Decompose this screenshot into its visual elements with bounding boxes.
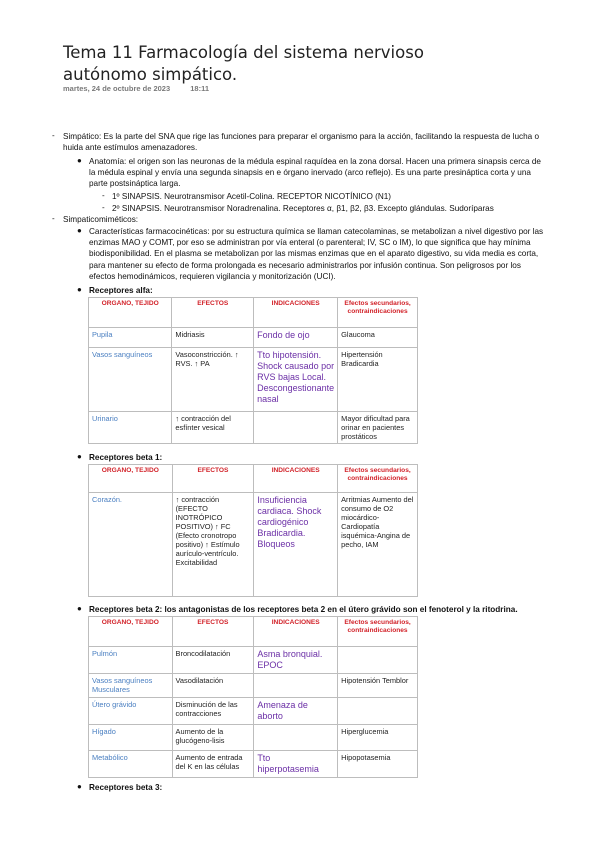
circle-bullet: ● — [77, 285, 82, 294]
cell-secundarios — [338, 647, 418, 674]
header-efectos: EFECTOS — [172, 465, 254, 493]
cell-efectos: Broncodilatación — [172, 647, 254, 674]
simpatico-text: Simpático: Es la parte del SNA que rige las funciones para preparar el organismo para la acción, facilitando la respuesta de lucha o huida ante estímulos amenazadores. — [63, 132, 540, 153]
header-secundarios: Efectos secundarios, contraindicaciones — [338, 298, 418, 328]
cell-organo: Corazón. — [89, 493, 173, 597]
table-row — [89, 493, 418, 597]
page-time: 18:11 — [190, 84, 210, 93]
cell-indicaciones — [254, 725, 338, 751]
cell-organo: Vasos sanguíneos — [89, 348, 172, 412]
cell-efectos: ↑ contracción (EFECTO INOTRÓPICO POSITIVO) ↑ FC (Efecto cronotropo positivo) ↑ Estímulo aurículo-ventrículo. Excitabilidad — [172, 493, 254, 597]
cell-secundarios: Hiperglucemia — [338, 725, 418, 751]
table-header-row — [89, 617, 418, 647]
circle-bullet: ● — [77, 156, 82, 165]
sinapsis1-text: 1º SINAPSIS. Neurotransmisor Acetil-Colina. RECEPTOR NICOTÍNICO (N1) — [112, 192, 392, 201]
cell-efectos: Vasodilatación — [172, 674, 254, 698]
cell-efectos: ↑ contracción del esfínter vesical — [172, 412, 254, 444]
cell-secundarios: Hipertensión Bradicardia — [338, 348, 418, 412]
cell-indicaciones: Amenaza de aborto — [254, 698, 338, 725]
cell-organo: Pupila — [89, 328, 172, 348]
header-secundarios: Efectos secundarios, contraindicaciones — [338, 465, 418, 493]
cell-indicaciones — [254, 674, 338, 698]
header-indicaciones: INDICACIONES — [254, 298, 338, 328]
alfa-table — [88, 297, 418, 444]
header-indicaciones: INDICACIONES — [254, 617, 338, 647]
cell-indicaciones: Tto hipotensión. Shock causado por RVS bajas Local. Descongestionante nasal — [254, 348, 338, 412]
cell-organo: Útero grávido — [89, 698, 173, 725]
cell-organo: Hígado — [89, 725, 173, 751]
table-row — [89, 698, 418, 725]
cell-efectos: Vasoconstricción. ↑ RVS. ↑ PA — [172, 348, 254, 412]
dash-bullet: - — [102, 203, 105, 212]
circle-bullet: ● — [77, 452, 82, 461]
table-row — [89, 328, 418, 348]
cell-secundarios — [338, 698, 418, 725]
table-header-row — [89, 465, 418, 493]
table-row — [89, 674, 418, 698]
beta1-table — [88, 464, 418, 597]
header-efectos: EFECTOS — [172, 298, 254, 328]
beta2-heading: Receptores beta 2: los antagonistas de los receptores beta 2 en el útero grávido son el fenoterol y la ritodrina. — [89, 605, 518, 614]
header-organo: ORGANO, TEJIDO — [89, 298, 172, 328]
cell-efectos: Midriasis — [172, 328, 254, 348]
simpaticomimeticos-heading: Simpaticomiméticos: — [63, 215, 139, 224]
cell-efectos: Aumento de entrada del K en las células — [172, 751, 254, 778]
cell-indicaciones: Asma bronquial. EPOC — [254, 647, 338, 674]
sinapsis2-text: 2º SINAPSIS. Neurotransmisor Noradrenalina. Receptores α, β1, β2, β3. Excepto glándulas. Sudoríparas — [112, 204, 494, 213]
cell-secundarios: Mayor dificultad para orinar en pacientes prostáticos — [338, 412, 418, 444]
beta2-table — [88, 616, 418, 778]
header-efectos: EFECTOS — [172, 617, 254, 647]
page-title: Tema 11 Farmacología del sistema nervioso autónomo simpático. — [63, 43, 424, 84]
page-dateline — [63, 84, 227, 93]
alfa-heading: Receptores alfa: — [89, 286, 153, 295]
circle-bullet: ● — [77, 226, 82, 235]
cell-indicaciones: Fondo de ojo — [254, 328, 338, 348]
header-organo: ORGANO, TEJIDO — [89, 465, 173, 493]
cell-secundarios: Hipopotasemia — [338, 751, 418, 778]
anatomia-text: Anatomía: el origen son las neuronas de la médula espinal raquídea en la zona dorsal. Hacen una primera sinapsis cerca de la médula espinal y envía una segunda sinapsis en e órgano inervado (arco reflejo). Es una parte presináptica corta y una parte postsináptica larga. — [89, 157, 541, 189]
caracteristicas-text: Características farmacocinéticas: por su estructura química se llaman catecolaminas, se metabolizan a nivel digestivo por las enzimas MAO y COMT, por eso se administran por vía enteral (o parenteral; IV, SC o IM), lo que significa que hay mínima biodisponibilidad. En el plasma se metabolizan por las mismas enzimas que en el aparato digestivo, su vida media es corta, para mantener su efecto de forma prolongada es necesario administrarlos por infusión continua. Son peligrosos por los efectos hemodinámicos, requieren vigilancia y monitorización (UCI). — [89, 227, 544, 281]
cell-efectos: Aumento de la glucógeno-lisis — [172, 725, 254, 751]
cell-secundarios: Arritmias Aumento del consumo de O2 miocárdico- Cardiopatía isquémica-Angina de pecho, IAM — [338, 493, 418, 597]
dash-bullet: - — [52, 214, 55, 223]
cell-organo: Vasos sanguíneos Musculares — [89, 674, 173, 698]
circle-bullet: ● — [77, 604, 82, 613]
cell-indicaciones — [254, 412, 338, 444]
header-organo: ORGANO, TEJIDO — [89, 617, 173, 647]
beta1-heading: Receptores beta 1: — [89, 453, 163, 462]
cell-organo: Pulmón — [89, 647, 173, 674]
cell-organo: Metabólico — [89, 751, 173, 778]
dash-bullet: - — [52, 131, 55, 140]
table-row — [89, 751, 418, 778]
header-secundarios: Efectos secundarios, contraindicaciones — [338, 617, 418, 647]
cell-indicaciones: Insuficiencia cardiaca. Shock cardiogénico Bradicardia. Bloqueos — [254, 493, 338, 597]
cell-efectos: Disminución de las contracciones — [172, 698, 254, 725]
table-row — [89, 348, 418, 412]
cell-indicaciones: Tto hiperpotasemia — [254, 751, 338, 778]
table-header-row — [89, 298, 418, 328]
page-date: martes, 24 de octubre de 2023 — [63, 84, 171, 93]
cell-secundarios: Glaucoma — [338, 328, 418, 348]
table-row — [89, 725, 418, 751]
table-row — [89, 412, 418, 444]
table-row — [89, 647, 418, 674]
beta3-heading: Receptores beta 3: — [89, 783, 163, 792]
cell-secundarios: Hipotensión Temblor — [338, 674, 418, 698]
header-indicaciones: INDICACIONES — [254, 465, 338, 493]
dash-bullet: - — [102, 191, 105, 200]
circle-bullet: ● — [77, 782, 82, 791]
cell-organo: Urinario — [89, 412, 172, 444]
